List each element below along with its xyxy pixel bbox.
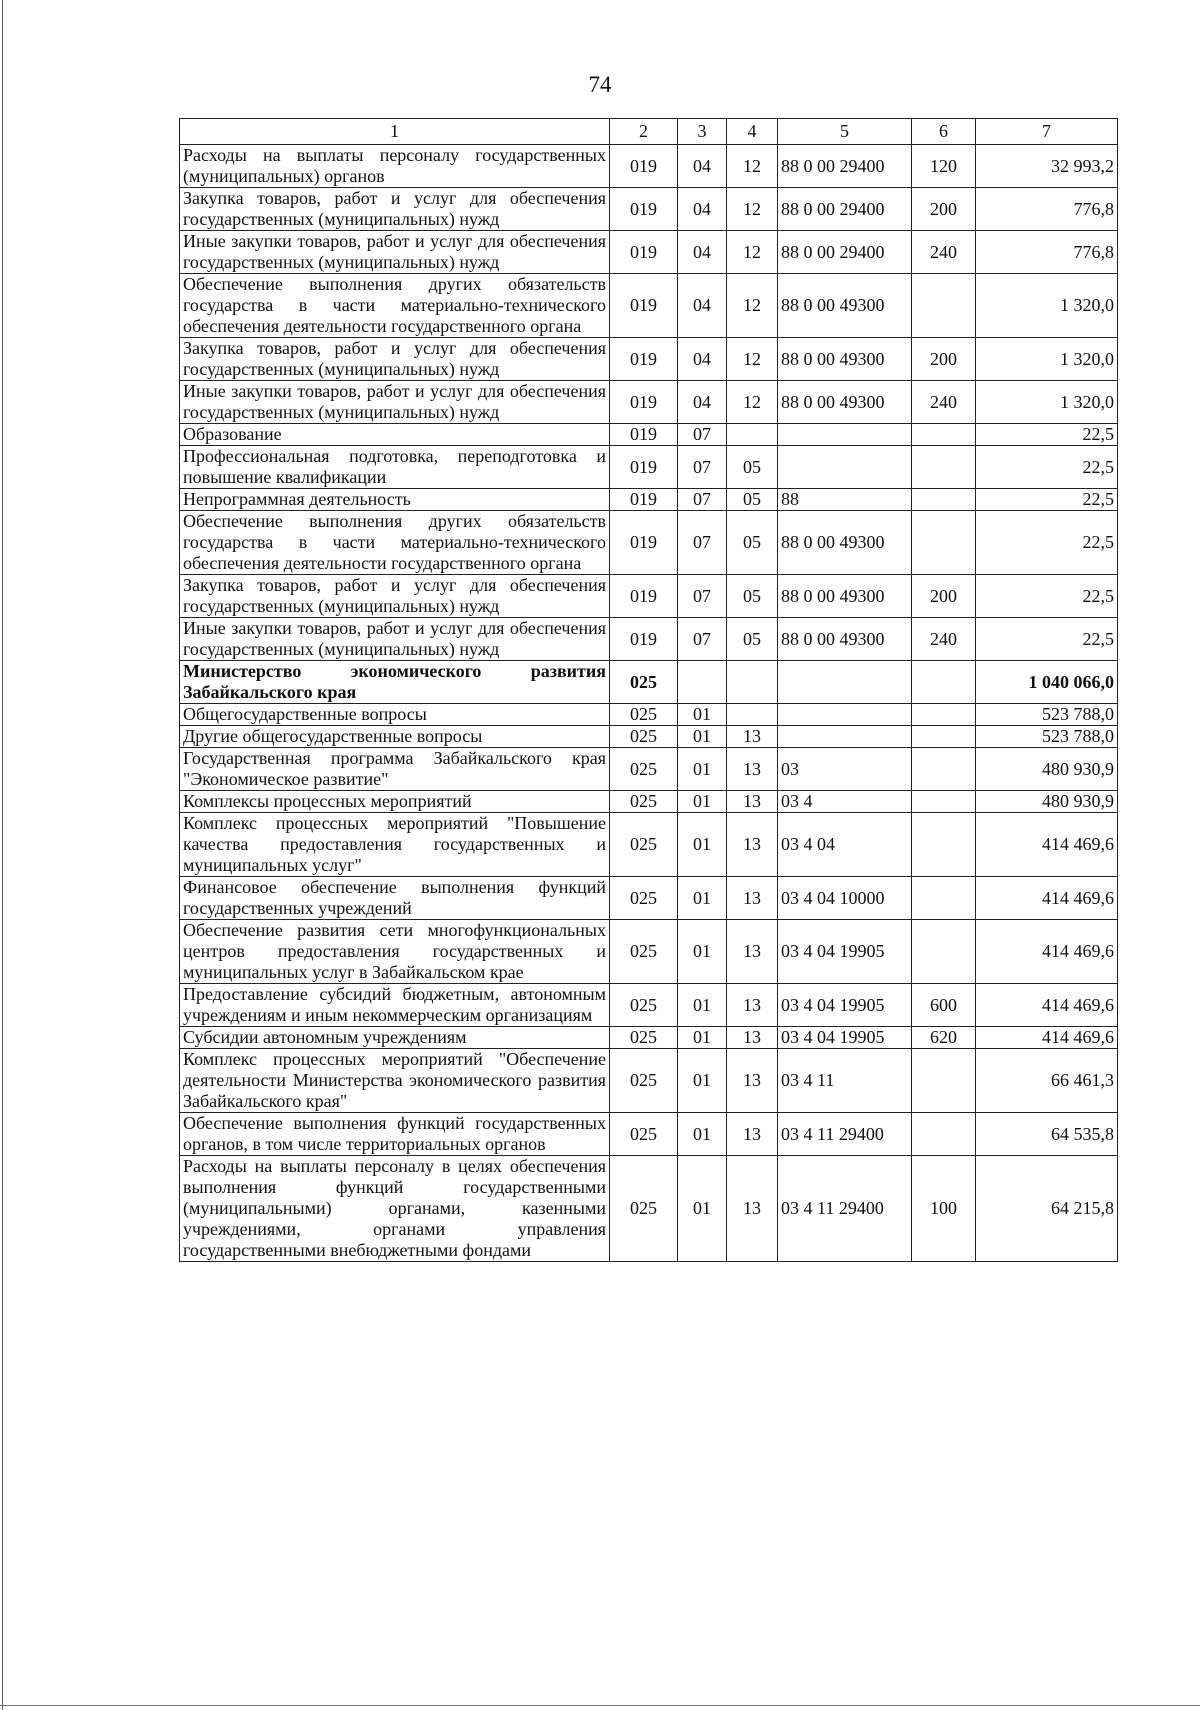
page-number: 74 [588, 72, 612, 97]
cell-subsection: 13 [727, 1156, 778, 1262]
cell-section: 04 [678, 145, 727, 188]
cell-expense-type [912, 1049, 976, 1113]
cell-section: 04 [678, 274, 727, 338]
cell-subsection: 13 [727, 1113, 778, 1156]
row-name: Министерство экономического развития Забайкальского края [180, 661, 610, 704]
row-name: Образование [180, 424, 610, 446]
cell-section: 01 [678, 1156, 727, 1262]
cell-expense-type [912, 489, 976, 511]
row-name: Закупка товаров, работ и услуг для обеспечения государственных (муниципальных) нужд [180, 188, 610, 231]
cell-expense-type [912, 446, 976, 489]
cell-ministry-code: 025 [610, 704, 678, 726]
cell-section: 07 [678, 489, 727, 511]
cell-subsection: 13 [727, 984, 778, 1027]
cell-expense-type [912, 274, 976, 338]
table-row [180, 231, 1118, 274]
cell-section: 04 [678, 188, 727, 231]
cell-expense-type: 240 [912, 231, 976, 274]
cell-target-article [778, 446, 912, 489]
table-row [180, 813, 1118, 877]
cell-subsection: 13 [727, 1049, 778, 1113]
cell-expense-type [912, 1113, 976, 1156]
row-name: Обеспечение выполнения функций государственных органов, в том числе территориальных органов [180, 1113, 610, 1156]
cell-amount: 66 461,3 [976, 1049, 1118, 1113]
header-cell: 2 [610, 119, 678, 145]
cell-section: 04 [678, 381, 727, 424]
cell-section: 01 [678, 704, 727, 726]
cell-ministry-code: 019 [610, 274, 678, 338]
cell-subsection: 12 [727, 274, 778, 338]
table-row [180, 1113, 1118, 1156]
cell-section: 07 [678, 424, 727, 446]
budget-table [179, 118, 1118, 1262]
cell-target-article: 03 4 04 19905 [778, 1027, 912, 1049]
cell-amount: 414 469,6 [976, 984, 1118, 1027]
header-cell: 7 [976, 119, 1118, 145]
row-name: Иные закупки товаров, работ и услуг для обеспечения государственных (муниципальных) нужд [180, 381, 610, 424]
cell-section: 01 [678, 1113, 727, 1156]
row-name: Закупка товаров, работ и услуг для обеспечения государственных (муниципальных) нужд [180, 338, 610, 381]
cell-amount: 1 320,0 [976, 338, 1118, 381]
cell-target-article: 03 4 11 29400 [778, 1156, 912, 1262]
cell-target-article: 88 0 00 49300 [778, 511, 912, 575]
row-name: Государственная программа Забайкальского края "Экономическое развитие" [180, 748, 610, 791]
cell-section: 07 [678, 446, 727, 489]
cell-ministry-code: 025 [610, 920, 678, 984]
cell-amount: 414 469,6 [976, 877, 1118, 920]
cell-subsection: 13 [727, 920, 778, 984]
cell-expense-type [912, 748, 976, 791]
cell-expense-type: 240 [912, 618, 976, 661]
row-name: Расходы на выплаты персоналу государственных (муниципальных) органов [180, 145, 610, 188]
cell-expense-type [912, 726, 976, 748]
header-cell: 4 [727, 119, 778, 145]
header-row [180, 119, 1118, 145]
cell-expense-type: 240 [912, 381, 976, 424]
cell-target-article [778, 704, 912, 726]
cell-target-article: 88 0 00 49300 [778, 338, 912, 381]
cell-ministry-code: 019 [610, 575, 678, 618]
cell-ministry-code: 025 [610, 1156, 678, 1262]
cell-subsection: 12 [727, 381, 778, 424]
header-cell: 5 [778, 119, 912, 145]
row-name: Закупка товаров, работ и услуг для обеспечения государственных (муниципальных) нужд [180, 575, 610, 618]
row-name: Обеспечение выполнения других обязательств государства в части материально-технического обеспечения деятельности государственного органа [180, 274, 610, 338]
row-name: Непрограммная деятельность [180, 489, 610, 511]
row-name: Обеспечение выполнения других обязательств государства в части материально-технического обеспечения деятельности государственного органа [180, 511, 610, 575]
cell-target-article: 88 0 00 49300 [778, 618, 912, 661]
cell-ministry-code: 025 [610, 791, 678, 813]
cell-expense-type [912, 661, 976, 704]
cell-ministry-code: 025 [610, 1113, 678, 1156]
cell-subsection [727, 704, 778, 726]
cell-ministry-code: 019 [610, 446, 678, 489]
header-cell: 3 [678, 119, 727, 145]
cell-section: 07 [678, 618, 727, 661]
cell-amount: 22,5 [976, 446, 1118, 489]
cell-subsection [727, 424, 778, 446]
cell-target-article: 03 [778, 748, 912, 791]
cell-section: 01 [678, 813, 727, 877]
cell-ministry-code: 025 [610, 1027, 678, 1049]
cell-ministry-code: 025 [610, 661, 678, 704]
cell-subsection: 05 [727, 446, 778, 489]
cell-amount: 22,5 [976, 511, 1118, 575]
table-row [180, 511, 1118, 575]
cell-section: 01 [678, 748, 727, 791]
cell-target-article [778, 661, 912, 704]
cell-amount: 414 469,6 [976, 920, 1118, 984]
cell-ministry-code: 019 [610, 188, 678, 231]
cell-amount: 776,8 [976, 231, 1118, 274]
cell-section: 01 [678, 1049, 727, 1113]
cell-expense-type: 600 [912, 984, 976, 1027]
header-cell: 1 [180, 119, 610, 145]
cell-amount: 64 215,8 [976, 1156, 1118, 1262]
table-row [180, 381, 1118, 424]
cell-expense-type: 200 [912, 575, 976, 618]
table-row [180, 618, 1118, 661]
cell-ministry-code: 019 [610, 489, 678, 511]
row-name: Финансовое обеспечение выполнения функций государственных учреждений [180, 877, 610, 920]
cell-expense-type [912, 920, 976, 984]
cell-expense-type [912, 877, 976, 920]
cell-section: 04 [678, 231, 727, 274]
cell-expense-type [912, 704, 976, 726]
cell-target-article: 03 4 04 19905 [778, 984, 912, 1027]
table-row [180, 489, 1118, 511]
cell-expense-type: 120 [912, 145, 976, 188]
cell-amount: 414 469,6 [976, 813, 1118, 877]
cell-subsection: 13 [727, 791, 778, 813]
cell-ministry-code: 025 [610, 984, 678, 1027]
row-name: Комплексы процессных мероприятий [180, 791, 610, 813]
cell-amount: 523 788,0 [976, 704, 1118, 726]
cell-section: 04 [678, 338, 727, 381]
row-name: Иные закупки товаров, работ и услуг для обеспечения государственных (муниципальных) нужд [180, 231, 610, 274]
cell-target-article: 03 4 04 [778, 813, 912, 877]
cell-ministry-code: 019 [610, 424, 678, 446]
cell-amount: 776,8 [976, 188, 1118, 231]
table-row [180, 446, 1118, 489]
table-row [180, 984, 1118, 1027]
cell-ministry-code: 019 [610, 618, 678, 661]
cell-target-article: 88 [778, 489, 912, 511]
cell-section: 01 [678, 791, 727, 813]
cell-subsection: 12 [727, 145, 778, 188]
cell-subsection: 13 [727, 748, 778, 791]
table-row [180, 575, 1118, 618]
cell-section: 07 [678, 511, 727, 575]
cell-ministry-code: 019 [610, 511, 678, 575]
cell-amount: 1 040 066,0 [976, 661, 1118, 704]
table-row [180, 145, 1118, 188]
scan-left-edge [2, 0, 3, 1710]
cell-target-article: 03 4 04 19905 [778, 920, 912, 984]
cell-amount: 22,5 [976, 618, 1118, 661]
cell-subsection: 13 [727, 813, 778, 877]
cell-target-article: 03 4 11 [778, 1049, 912, 1113]
cell-section: 07 [678, 575, 727, 618]
cell-target-article: 88 0 00 29400 [778, 188, 912, 231]
scan-bottom-edge [0, 1705, 1200, 1706]
cell-subsection: 12 [727, 188, 778, 231]
cell-section: 01 [678, 1027, 727, 1049]
table-row [180, 877, 1118, 920]
cell-target-article [778, 726, 912, 748]
cell-ministry-code: 019 [610, 338, 678, 381]
table-row [180, 338, 1118, 381]
cell-target-article: 88 0 00 49300 [778, 575, 912, 618]
cell-amount: 32 993,2 [976, 145, 1118, 188]
cell-amount: 22,5 [976, 489, 1118, 511]
cell-subsection: 13 [727, 726, 778, 748]
cell-expense-type: 100 [912, 1156, 976, 1262]
cell-amount: 22,5 [976, 424, 1118, 446]
cell-amount: 414 469,6 [976, 1027, 1118, 1049]
cell-ministry-code: 025 [610, 726, 678, 748]
cell-section: 01 [678, 920, 727, 984]
cell-expense-type: 200 [912, 338, 976, 381]
cell-section: 01 [678, 877, 727, 920]
cell-amount: 22,5 [976, 575, 1118, 618]
row-name: Расходы на выплаты персоналу в целях обеспечения выполнения функций государственными (муниципальными) органами, казенными учреждениями, органами управления государственными внебюджетными фондами [180, 1156, 610, 1262]
cell-subsection: 13 [727, 877, 778, 920]
cell-subsection: 05 [727, 618, 778, 661]
cell-subsection: 05 [727, 489, 778, 511]
row-name: Комплекс процессных мероприятий "Повышение качества предоставления государственных и муниципальных услуг" [180, 813, 610, 877]
cell-expense-type [912, 424, 976, 446]
row-name: Другие общегосударственные вопросы [180, 726, 610, 748]
table-row [180, 1027, 1118, 1049]
cell-amount: 480 930,9 [976, 791, 1118, 813]
row-name: Общегосударственные вопросы [180, 704, 610, 726]
table-row [180, 726, 1118, 748]
row-name: Предоставление субсидий бюджетным, автономным учреждениям и иным некоммерческим организациям [180, 984, 610, 1027]
cell-target-article: 88 0 00 29400 [778, 231, 912, 274]
table-row [180, 661, 1118, 704]
row-name: Обеспечение развития сети многофункциональных центров предоставления государственных и муниципальных услуг в Забайкальском крае [180, 920, 610, 984]
table-row [180, 1156, 1118, 1262]
cell-amount: 64 535,8 [976, 1113, 1118, 1156]
cell-ministry-code: 025 [610, 748, 678, 791]
row-name: Профессиональная подготовка, переподготовка и повышение квалификации [180, 446, 610, 489]
cell-subsection [727, 661, 778, 704]
table-row [180, 424, 1118, 446]
cell-section [678, 661, 727, 704]
cell-ministry-code: 019 [610, 381, 678, 424]
cell-target-article: 03 4 [778, 791, 912, 813]
cell-expense-type [912, 813, 976, 877]
cell-amount: 480 930,9 [976, 748, 1118, 791]
cell-amount: 1 320,0 [976, 381, 1118, 424]
cell-ministry-code: 025 [610, 813, 678, 877]
cell-target-article: 03 4 04 10000 [778, 877, 912, 920]
cell-subsection: 13 [727, 1027, 778, 1049]
cell-expense-type [912, 511, 976, 575]
cell-ministry-code: 019 [610, 231, 678, 274]
cell-expense-type [912, 791, 976, 813]
cell-ministry-code: 025 [610, 1049, 678, 1113]
table-row [180, 704, 1118, 726]
cell-subsection: 12 [727, 338, 778, 381]
row-name: Комплекс процессных мероприятий "Обеспечение деятельности Министерства экономического развития Забайкальского края" [180, 1049, 610, 1113]
table-row [180, 274, 1118, 338]
cell-amount: 1 320,0 [976, 274, 1118, 338]
cell-target-article: 88 0 00 49300 [778, 381, 912, 424]
row-name: Субсидии автономным учреждениям [180, 1027, 610, 1049]
cell-expense-type: 620 [912, 1027, 976, 1049]
cell-subsection: 05 [727, 575, 778, 618]
cell-subsection: 12 [727, 231, 778, 274]
cell-ministry-code: 025 [610, 877, 678, 920]
cell-amount: 523 788,0 [976, 726, 1118, 748]
table-row [180, 748, 1118, 791]
header-cell: 6 [912, 119, 976, 145]
cell-target-article [778, 424, 912, 446]
cell-target-article: 88 0 00 29400 [778, 145, 912, 188]
cell-section: 01 [678, 726, 727, 748]
cell-section: 01 [678, 984, 727, 1027]
row-name: Иные закупки товаров, работ и услуг для обеспечения государственных (муниципальных) нужд [180, 618, 610, 661]
cell-target-article: 88 0 00 49300 [778, 274, 912, 338]
table-row [180, 920, 1118, 984]
cell-subsection: 05 [727, 511, 778, 575]
cell-target-article: 03 4 11 29400 [778, 1113, 912, 1156]
cell-expense-type: 200 [912, 188, 976, 231]
table-row [180, 188, 1118, 231]
table-row [180, 1049, 1118, 1113]
table-row [180, 791, 1118, 813]
cell-ministry-code: 019 [610, 145, 678, 188]
